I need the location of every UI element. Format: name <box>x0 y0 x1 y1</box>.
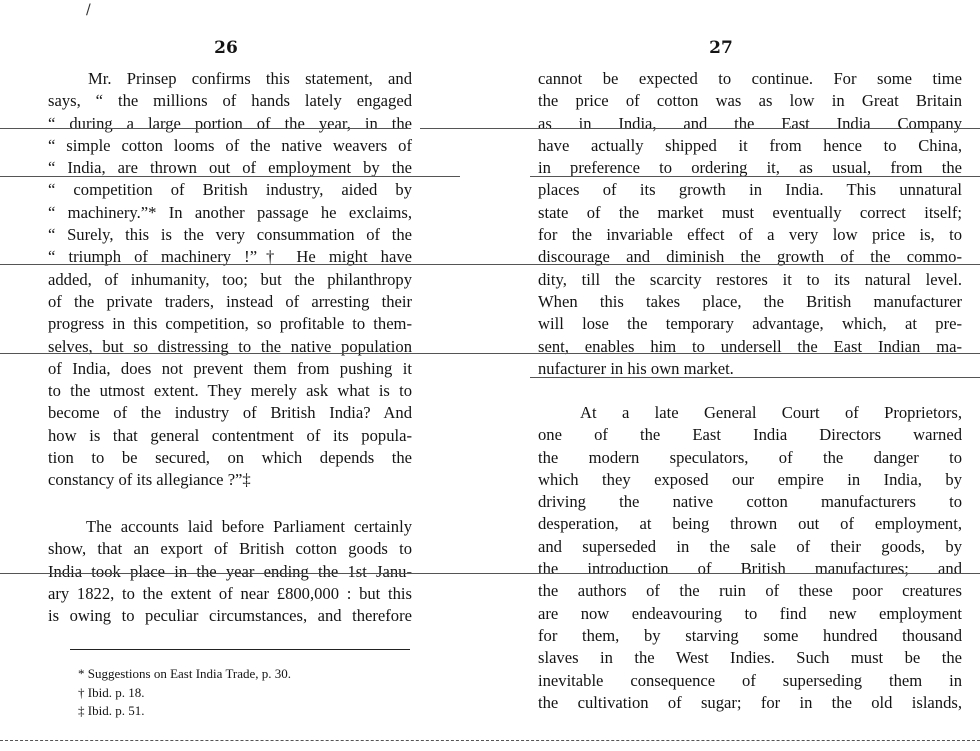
text-line: “ triumph of machinery !”† He might have <box>48 247 412 267</box>
paragraph <box>538 68 962 380</box>
text-line: driving the native cotton manufacturers to <box>538 492 962 512</box>
text-line: dity, till the scarcity restores it to its natural level. <box>538 269 962 289</box>
text-line: the price of cotton was as low in Great Britain <box>538 91 962 111</box>
scan-line <box>0 264 980 265</box>
footnote-divider <box>70 649 410 650</box>
scan-mark: / <box>86 2 91 18</box>
footnote: † Ibid. p. 18. <box>78 684 145 700</box>
text-line: constancy of its allegiance ?”‡ <box>48 470 251 490</box>
text-line: to the utmost extent. They merely ask what is to <box>48 381 412 401</box>
text-line: the introduction of British manufactures; and <box>538 559 962 579</box>
text-line: one of the East India Directors warned <box>538 425 962 445</box>
page-number: 27 <box>709 38 733 58</box>
text-line: which they exposed our empire in India, by <box>538 469 962 489</box>
text-line: India took place in the year ending the 1st Janu- <box>48 561 412 581</box>
text-line: progress in this competition, so profitable to them- <box>48 314 412 334</box>
text-line: are now endeavouring to find new employment <box>538 603 962 623</box>
text-line: tion to be secured, on which depends the <box>48 448 412 468</box>
text-line: is owing to peculiar circumstances, and therefore <box>48 606 412 626</box>
footnote: * Suggestions on East India Trade, p. 30. <box>78 666 292 681</box>
text-line: ary 1822, to the extent of near £800,000 : but this <box>48 583 412 603</box>
paragraph <box>48 516 412 627</box>
text-line: for them, by starving some hundred thousand <box>538 625 962 645</box>
text-line: the modern speculators, of the danger to <box>538 447 962 467</box>
text-line: added, of inhumanity, too; but the philanthropy <box>48 269 412 289</box>
text-line: state of the market must eventually correct itself; <box>538 202 962 222</box>
text-line: “ machinery.”* In another passage he exclaims, <box>48 202 412 222</box>
scan-line <box>0 573 980 574</box>
scan-line <box>0 176 460 177</box>
footnotes <box>78 665 291 721</box>
text-line: become of the industry of British India? And <box>48 403 412 423</box>
text-line: “ Surely, this is the very consummation of the <box>48 225 412 245</box>
scan-line <box>530 377 980 378</box>
paragraph <box>48 68 412 492</box>
scan-line <box>0 128 410 129</box>
text-line: discourage and diminish the growth of the commo- <box>538 247 962 267</box>
text-line: nufacturer in his own market. <box>538 358 734 378</box>
text-line: At a late General Court of Proprietors, <box>580 403 962 422</box>
text-line: and superseded in the sale of their goods, by <box>538 536 962 556</box>
text-line: show, that an export of British cotton goods to <box>48 539 412 559</box>
text-line: of the private traders, instead of arresting their <box>48 291 412 311</box>
text-line: says, “ the millions of hands lately engaged <box>48 91 412 111</box>
text-line: When this takes place, the British manufacturer <box>538 291 962 311</box>
text-line: places of its growth in India. This unnatural <box>538 180 962 200</box>
page-number: 26 <box>214 38 238 58</box>
text-line: the cultivation of sugar; for in the old islands, <box>538 692 962 712</box>
footnote: ‡ Ibid. p. 51. <box>78 703 145 718</box>
text-line: for the invariable effect of a very low price is, to <box>538 225 962 245</box>
text-line: The accounts laid before Parliament certainly <box>86 517 412 536</box>
scan-line <box>420 128 980 129</box>
text-line: Mr. Prinsep confirms this statement, and <box>88 69 412 88</box>
text-line: “ India, are thrown out of employment by the <box>48 158 412 178</box>
text-line: how is that general contentment of its popula- <box>48 425 412 445</box>
scan-line <box>0 353 980 354</box>
scan-line <box>0 740 980 741</box>
text-line: selves, but so distressing to the native population <box>48 336 412 356</box>
text-line: the authors of the ruin of these poor creatures <box>538 581 962 601</box>
text-line: in preference to ordering it, as usual, from the <box>538 158 962 178</box>
text-line: “ simple cotton looms of the native weavers of <box>48 135 412 155</box>
scan-line <box>530 176 980 177</box>
text-line: have actually shipped it from hence to China, <box>538 135 962 155</box>
text-line: cannot be expected to continue. For some time <box>538 69 962 88</box>
right-page <box>490 0 980 751</box>
text-line: will lose the temporary advantage, which, at pre- <box>538 314 962 334</box>
text-line: desperation, at being thrown out of employment, <box>538 514 962 534</box>
text-line: of India, does not prevent them from pushing it <box>48 358 412 378</box>
text-line: “ competition of British industry, aided by <box>48 180 412 200</box>
text-line: sent, enables him to undersell the East Indian ma- <box>538 336 962 356</box>
text-line: as in India, and the East India Company <box>538 113 962 133</box>
paragraph <box>538 402 962 714</box>
text-line: inevitable consequence of superseding them in <box>538 670 962 690</box>
text-line: slaves in the West Indies. Such must be the <box>538 648 962 668</box>
text-line: “ during a large portion of the year, in the <box>48 113 412 133</box>
